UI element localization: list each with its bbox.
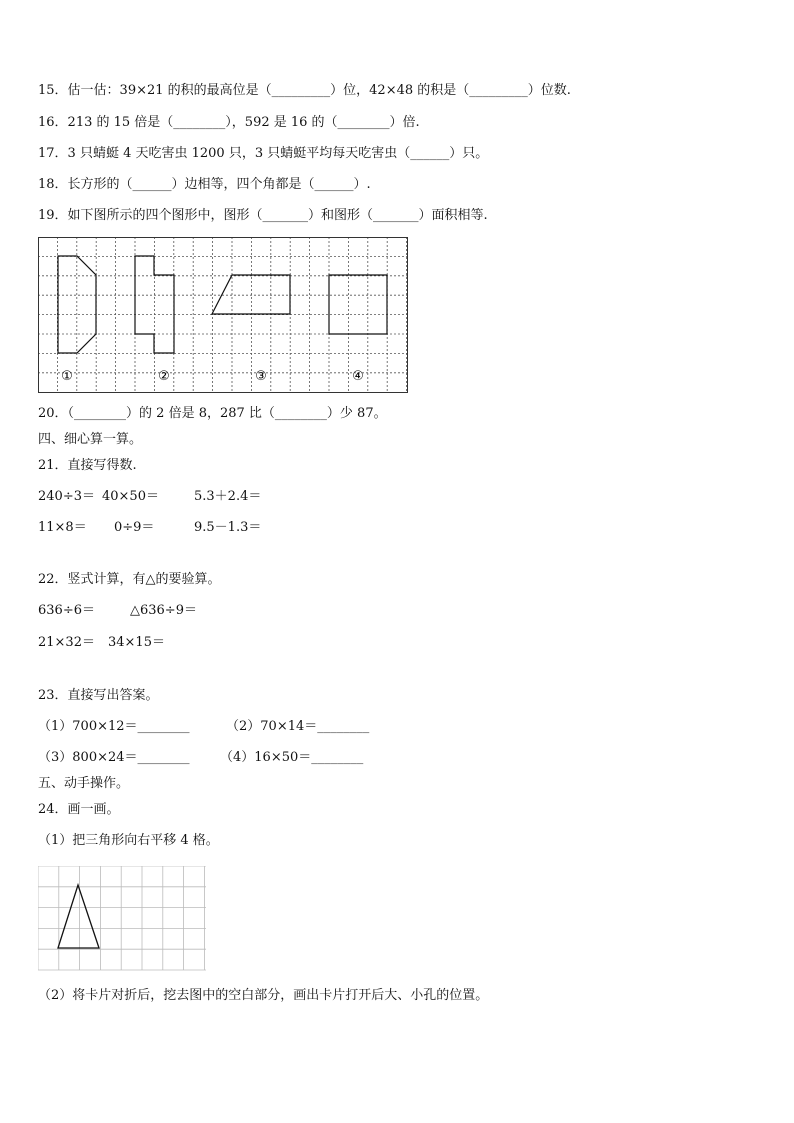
figure-label-2: ②: [158, 369, 170, 384]
question-24: 24．画一画。: [38, 802, 120, 817]
question-16: 16．213 的 15 倍是（________），592 是 16 的（________）倍.: [38, 115, 420, 130]
question-17: 17．3 只蜻蜓 4 天吃害虫 1200 只，3 只蜻蜓平均每天吃害虫（______）只。: [38, 146, 489, 161]
q21-item: 40×50＝: [102, 489, 159, 504]
q23-item: （1）700×12＝________: [38, 719, 190, 734]
q21-item: 5.3＋2.4＝: [194, 489, 262, 504]
q19-grid-figure: [38, 237, 410, 395]
question-23: 23．直接写出答案。: [38, 688, 159, 703]
figure-label-4: ④: [352, 369, 364, 384]
shape-2: [135, 256, 174, 353]
q23-item: （2）70×14＝________: [226, 719, 370, 734]
question-15: 15．估一估：39×21 的积的最高位是（_________）位，42×48 的积是（_________）位数.: [38, 83, 571, 98]
question-18: 18．长方形的（______）边相等，四个角都是（______）.: [38, 177, 371, 192]
question-20: 20．（________）的 2 倍是 8，287 比（________）少 87。: [38, 406, 387, 421]
q22-item: △636÷9＝: [130, 603, 197, 618]
triangle-shape: [58, 885, 99, 948]
figure-label-3: ③: [255, 369, 267, 384]
q23-item: （3）800×24＝________: [38, 750, 190, 765]
q21-item: 9.5－1.3＝: [194, 520, 262, 535]
q21-item: 240÷3＝: [38, 489, 95, 504]
section-5-heading: 五、动手操作。: [38, 776, 130, 791]
section-4-heading: 四、细心算一算。: [38, 432, 143, 447]
question-24-part-2: （2）将卡片对折后，挖去图中的空白部分，画出卡片打开后大、小孔的位置。: [38, 988, 489, 1003]
q23-item: （4）16×50＝________: [220, 750, 364, 765]
q22-item: 21×32＝: [38, 635, 95, 650]
shape-4: [329, 275, 387, 334]
q21-item: 0÷9＝: [114, 520, 155, 535]
question-22: 22．竖式计算，有△的要验算。: [38, 572, 221, 587]
q24-triangle-grid: [38, 866, 208, 972]
question-21: 21．直接写得数.: [38, 458, 137, 473]
figure-label-1: ①: [61, 369, 73, 384]
question-24-part-1: （1）把三角形向右平移 4 格。: [38, 833, 219, 848]
q22-item: 34×15＝: [108, 635, 165, 650]
question-19: 19．如下图所示的四个图形中，图形（_______）和图形（_______）面积相等.: [38, 208, 488, 223]
q22-item: 636÷6＝: [38, 603, 95, 618]
q21-item: 11×8＝: [38, 520, 87, 535]
